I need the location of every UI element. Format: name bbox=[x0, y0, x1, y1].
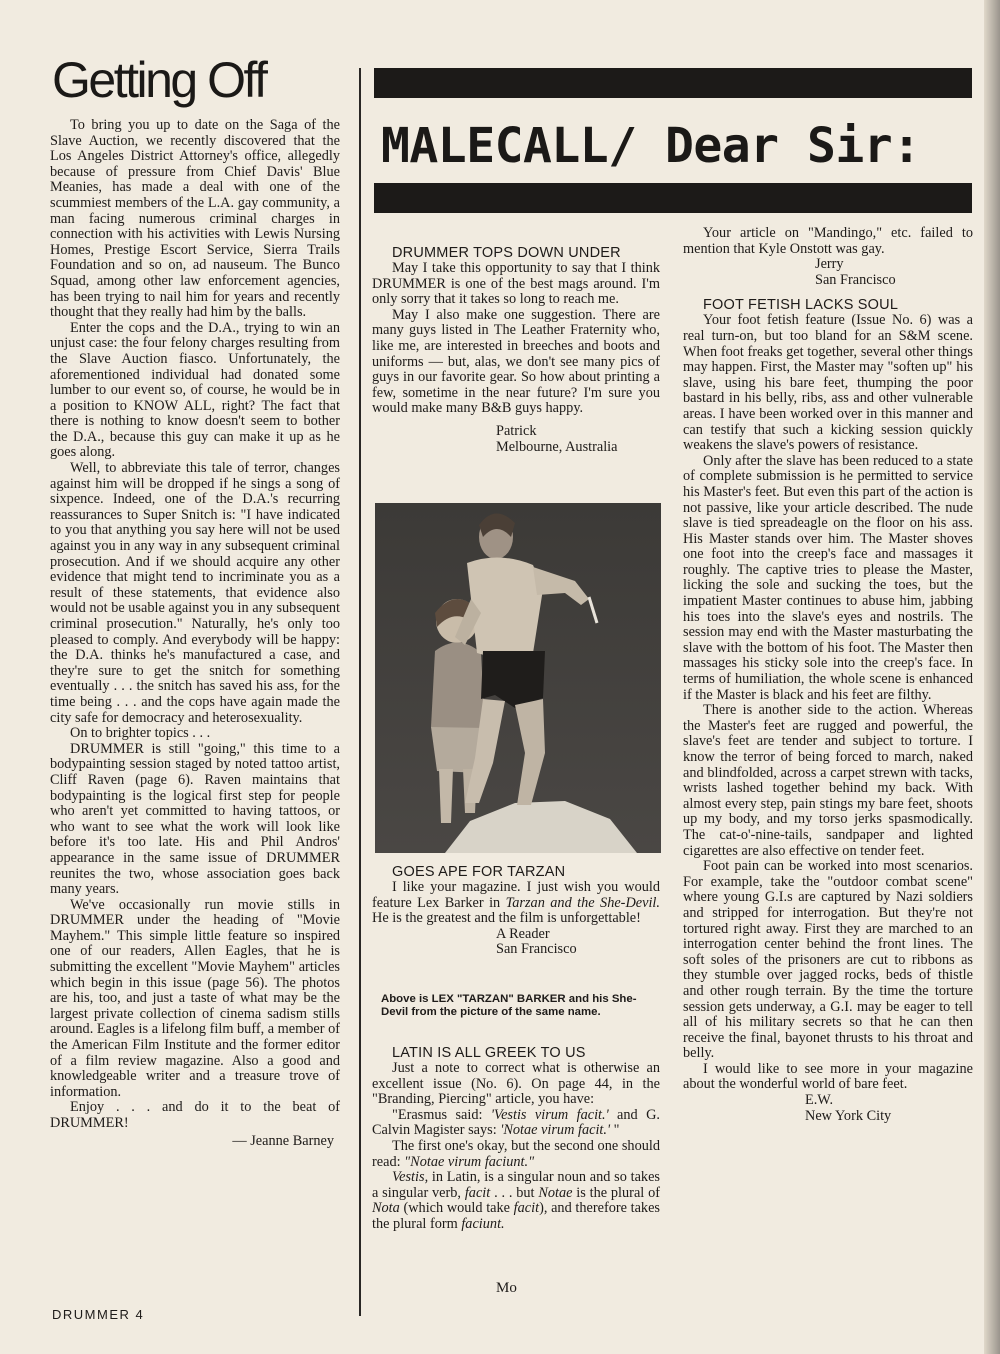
latin-word: Vestis, bbox=[392, 1169, 429, 1186]
letter-heading: DRUMMER TOPS DOWN UNDER bbox=[392, 245, 621, 261]
latin-word: facit bbox=[464, 1184, 491, 1201]
editorial-paragraph: Well, to abbreviate this tale of terror, changes against him will be dropped if he sings a song of sixpence. Indeed, one of the D.A.'s recurring reassurances to Super Snitch is: "I have indicated to you that anything you say here will not be used against you in any way in any subsequent criminal prosecution. And if we should acquire any other evidence that might tend to incriminate you as a result of these statements, that evidence also would not be usable against you in any subsequent criminal prosecution." Naturally, he's only too pleased to comply. And everybody will be happy: the D.A. thinks he's manufactured a case, and they're sure to get the snitch for something eventually . . . the snitch has saved his ass, for the time being . . . and the cops have again made the city safe for democracy and heterosexuality. bbox=[50, 460, 340, 726]
letter-paragraph bbox=[372, 1139, 660, 1170]
letter-paragraph bbox=[372, 1108, 660, 1139]
letter-text: in Latin, is a singular noun and so takes a singular verb, bbox=[372, 1169, 660, 1201]
letter-text: I like your magazine. I just wish you would feature Lex Barker in bbox=[372, 879, 660, 911]
letter-signature-place: New York City bbox=[805, 1107, 892, 1124]
letter-text: ), and therefore takes the plural form bbox=[372, 1200, 660, 1232]
letter-signature-name: Jerry bbox=[815, 256, 844, 273]
latin-word: Nota bbox=[372, 1200, 400, 1217]
header-bar-top bbox=[374, 68, 972, 98]
editorial-signature: — Jeanne Barney bbox=[232, 1132, 334, 1149]
letter-text: and G. Calvin Magister says: bbox=[372, 1106, 660, 1139]
latin-word: facit bbox=[513, 1200, 540, 1217]
letter-paragraph bbox=[372, 880, 660, 927]
letter-text: is the plural of bbox=[572, 1184, 660, 1201]
page-edge-shadow bbox=[984, 0, 1000, 1354]
letter-paragraph bbox=[372, 1170, 660, 1232]
column-divider bbox=[359, 68, 361, 1316]
film-title: Tarzan and the She-Devil. bbox=[505, 894, 660, 911]
editorial-paragraph: On to brighter topics . . . bbox=[70, 725, 211, 742]
editorial-paragraph: To bring you up to date on the Saga of the Slave Auction, we recently discovered that the Los Angeles District Attorney's office, allegedly because of pressure from Chief Davis' Blue Meanies, has made a deal with one of the scummiest members of the L.A. gay community, a man facing numerous criminal charges in connection with his activities with Lewis Nursing Homes, Prestige Escort Service, Sierra Trails Foundation and so on, ad nauseum. The Bunco Squad, among other law enforcement agencies, has been trying to nail him for years and recently thought that they really had him by the balls. bbox=[50, 117, 340, 321]
editorial-paragraph: Enjoy . . . and do it to the beat of DRUMMER! bbox=[50, 1099, 340, 1131]
page-footer: DRUMMER 4 bbox=[52, 1307, 145, 1322]
letter-signature-name: A Reader bbox=[496, 925, 550, 942]
malecall-title: MALECALL/ Dear Sir: bbox=[381, 118, 921, 174]
letter-text: He is the greatest and the film is unforgettable! bbox=[372, 910, 641, 927]
letter-paragraph: May I take this opportunity to say that I think DRUMMER is one of the best mags around. I'm only sorry that it takes so long to reach me. bbox=[372, 260, 660, 308]
letter-heading: FOOT FETISH LACKS SOUL bbox=[703, 297, 899, 314]
latin-quote: 'Vestis virum facit.' bbox=[490, 1106, 609, 1123]
letter-text: " bbox=[610, 1122, 620, 1139]
letter-paragraph: Just a note to correct what is otherwise an excellent issue (No. 6). On page 44, in the "Branding, Piercing" article, you have: bbox=[372, 1060, 660, 1108]
letter-signature-name: E.W. bbox=[805, 1092, 834, 1109]
letter-paragraph: There is another side to the action. Whereas the Master's feet are rugged and powerful, the slave's feet are tender and subject to torture. I know the terror of being forced to march, naked and blindfolded, across a carpet strewn with tacks, wrists lashed together behind my back. With almost every step, pain stings my bare feet, shoots up my body, and my torso jerks spasmodically. The cat-o'-nine-tails, sandpaper and lighted cigarettes are also effective on tender feet. bbox=[683, 702, 973, 859]
letter-paragraph: I would like to see more in your magazine about the wonderful world of bare feet. bbox=[683, 1060, 973, 1093]
editorial-paragraph: Enter the cops and the D.A., trying to win an unjust case: the four felony charges resulting from the Slave Auction fiasco. Unfortunately, the aforementioned individual had donated some lumber to our event so, of course, he would be in a position to KNOW ALL, right? The fact that there is nothing to know doesn't seem to bother the D.A., because this guy can make it up as he goes along. bbox=[50, 319, 340, 461]
letter-text: The first one's okay, but the second one should read: bbox=[372, 1137, 660, 1170]
letter-signature-name: Patrick bbox=[496, 422, 537, 439]
latin-letter bbox=[372, 1045, 660, 1233]
latin-letter-signature: Mo bbox=[496, 1280, 517, 1296]
letter-paragraph: May I also make one suggestion. There are many guys listed in The Leather Fraternity who, like me, are interested in breeches and boots and uniforms — but, alas, we don't see many pics of guys in our favorite gear. So how about printing a few, sometime in the near future? I'm sure you would make many B&B guys happy. bbox=[372, 306, 660, 417]
tarzan-letter bbox=[372, 864, 660, 958]
letters-column-middle bbox=[372, 245, 660, 455]
getting-off-column bbox=[50, 118, 340, 1149]
letter-paragraph: Your article on "Mandingo," etc. failed to mention that Kyle Onstott was gay. bbox=[683, 225, 973, 257]
latin-quote: "Notae virum faciunt." bbox=[404, 1153, 535, 1170]
letters-column-right bbox=[683, 226, 973, 1124]
letter-signature-place: San Francisco bbox=[815, 271, 896, 288]
editorial-paragraph: DRUMMER is still "going," this time to a bodypainting session staged by noted tattoo artist, Cliff Raven (page 6). Raven maintains that bodypainting is the logical first step for people who aren't yet committed to having tattoos, or who want to see what the work will look like before it's too late. His and Phil Andros' appearance in the same issue of DRUMMER reunites the two, whose association goes back many years. bbox=[50, 740, 340, 898]
getting-off-title: Getting Off bbox=[52, 52, 266, 108]
letter-heading: GOES APE FOR TARZAN bbox=[392, 864, 566, 880]
letter-heading: LATIN IS ALL GREEK TO US bbox=[392, 1045, 586, 1061]
latin-word: faciunt. bbox=[461, 1215, 505, 1232]
header-bar-bottom bbox=[374, 183, 972, 213]
letter-signature-place: San Francisco bbox=[496, 941, 577, 958]
letter-text: "Erasmus said: bbox=[392, 1106, 491, 1123]
letter-text: . . . but bbox=[490, 1184, 539, 1201]
letter-text: (which would take bbox=[399, 1200, 514, 1217]
letter-paragraph: Only after the slave has been reduced to a state of complete submission is he permitted to service his Master's feet. But even this part of the action is not passive, like your article described. The nude slave is tied spreadeagle on the floor on his ass. His Master stands over him. The Master shoves one foot into the creep's face and massages it roughly. The captive tries to please the Master, licking the sole and sucking the toes, but the impatient Master continues to abuse him, jabbing his toes into the slave's eyes and nostrils. The session may end with the Master masturbating the slave with the bottom of his foot. The Master then massages his sticky sole into the creep's face. In terms of humiliation, the whole scene is enhanced if the Master is black and his feet are filthy. bbox=[683, 452, 973, 703]
latin-word: Notae bbox=[538, 1184, 573, 1201]
editorial-paragraph: We've occasionally run movie stills in DRUMMER under the heading of "Movie Mayhem." This simple little feature so inspired one of our readers, Allen Eagles, that he is submitting the excellent "Movie Mayhem" articles which begin in this issue (page 56). The photos are his, too, and just a taste of what may be the largest private collection of cinema sadism stills around. Eagles is a lifelong film buff, a member of the American Film Institute and the former editor of a film review magazine. Also a good and knowledgeable writer and a treasure trove of information. bbox=[50, 896, 340, 1100]
latin-quote: 'Notae virum facit.' bbox=[500, 1122, 611, 1139]
letter-paragraph: Your foot fetish feature (Issue No. 6) was a real turn-on, but too bland for an S&M scene. When foot freaks get together, several other things may happen. First, the Master may "soften up" his slave, using his bare feet, thumping the poor bastard in his belly, ribs, ass and other vulnerable areas. I have been worked over in this manner and can testify that such a kicking session quickly weakens the slave's powers of resistance. bbox=[683, 312, 973, 454]
photo-caption: Above is LEX "TARZAN" BARKER and his She-Devil from the picture of the same name. bbox=[381, 993, 637, 1018]
tarzan-photo bbox=[375, 503, 661, 853]
letter-signature-place: Melbourne, Australia bbox=[496, 438, 618, 455]
letter-paragraph: Foot pain can be worked into most scenarios. For example, take the "outdoor combat scene" where young G.I.s are captured by Nazi soldiers and stripped for interrogation. But they're not tortured right away. First they are marched to an interrogation center behind the front lines. The soft soles of the prisoners are cut to ribbons as they stumble over jagged rocks, beds of thistle and other rough terrain. By the time the torture session gets underway, a G.I. may be eager to tell all of his military secrets so that he can then receive the final, bayonet thrusts to his throat and belly. bbox=[683, 858, 973, 1062]
